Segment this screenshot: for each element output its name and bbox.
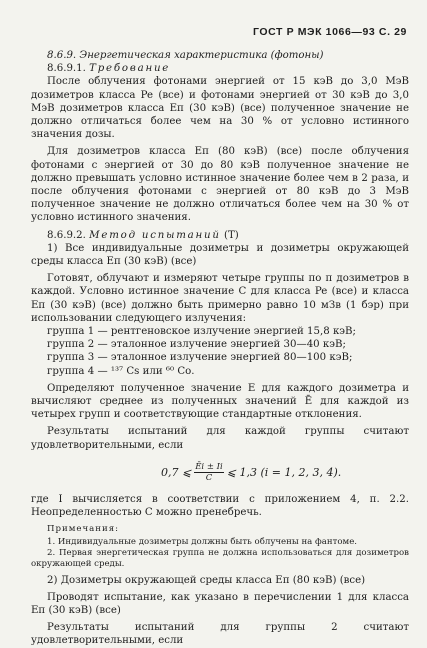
paragraph-ambient-results: Результаты испытаний для группы 2 считают удовлетворительными, если (31, 622, 409, 647)
group-list (31, 325, 409, 378)
group-item-3: группа 3 — эталонное излучение энергией 80—100 кэВ; (47, 352, 353, 364)
formula-denominator: C (205, 472, 213, 483)
paragraph-ambient-title: 2) Дозиметры окружающей среды класса Еп (80 кэВ) (все) (47, 574, 366, 586)
paragraph-method-4: Результаты испытаний для каждой группы считают удовлетворительными, если (31, 426, 409, 451)
formula-right: ⩽ 1,3 (i = 1, 2, 3, 4). (226, 465, 342, 479)
group-item-1: группа 1 — рентгеновское излучение энергией 15,8 кэВ; (47, 326, 356, 338)
page-header: ГОСТ Р МЭК 1066—93 С. 29 (252, 26, 407, 38)
paragraph-formula-explanation: где I вычисляется в соответствии с приложением 4, п. 2.2. Неопределенностью С можно пренебречь. (31, 493, 409, 519)
formula-left: 0,7 ⩽ (161, 465, 192, 479)
paragraph-ambient-method: Проводят испытание, как указано в перечислении 1 для класса Еп (30 кэВ) (все) (31, 591, 409, 616)
section-8-6-9-2-number: 8.6.9.2. (47, 229, 86, 241)
group-item-4: группа 4 — ¹³⁷ Cs или ⁶⁰ Со. (47, 365, 195, 377)
paragraph-method-3: Определяют полученное значение Е для каждого дозиметра и вычисляют среднее из полученных значений Ē для каждой из четырех групп и соответствующие стандартные отклонения. (31, 382, 409, 421)
paragraph-method-1: 1) Все индивидуальные дозиметры и дозиметры окружающей среды класса Еп (30 кэВ) (все) (31, 242, 409, 268)
section-8-6-9-1-number: 8.6.9.1. (47, 63, 86, 75)
section-8-6-9-2-heading (31, 229, 409, 242)
paragraph-requirement-2: Для дозиметров класса Еп (80 кэВ) (все) после облучения фотонами с энергией от 30 до 80 кэВ полученное значение не должно превышать условно истинное значение более чем в 2 раза, и после облучения фотонами с энергией от 80 кэВ до 3 МэВ полученное значение не должно отличаться более чем на 30 % от условно истинного значения. (31, 146, 409, 224)
paragraph-requirement-1: После облучения фотонами энергией от 15 кэВ до 3,0 МэВ дозиметров класса Pe (все) и фотонами энергией от 30 кэВ до 3,0 МэВ дозиметров класса Еп (30 кэВ) (все) полученное значение не должно отличаться более чем на 30 % от условно истинного значения дозы. (31, 76, 409, 141)
note-1: 1. Индивидуальные дозиметры должны быть облучены на фантоме. (47, 536, 358, 547)
section-8-6-9-2-tag: (Т) (224, 229, 239, 241)
section-8-6-9-title: 8.6.9. Энергетическая характеристика (фотоны) (47, 50, 324, 61)
acceptance-formula (31, 462, 409, 483)
section-8-6-9-2-word: Метод испытаний (89, 229, 221, 241)
section-8-6-9-1-word: Требование (89, 63, 171, 75)
note-2: 2. Первая энергетическая группа не должна использоваться для дозиметров окружающей среды. (31, 547, 409, 569)
notes-title: Примечания: (47, 524, 120, 535)
group-item-2: группа 2 — эталонное излучение энергией 30—40 кэВ; (47, 339, 346, 351)
section-8-6-9-1-heading (31, 62, 409, 75)
formula-numerator: Ēi ± Ii (195, 461, 223, 472)
paragraph-method-2: Готовят, облучают и измеряют четыре группы по п дозиметров в каждой. Условно истинное значение С для класса Pe (все) и класса Еп (30 кэВ) (все) должно быть примерно равно 10 мЗв (1 бэр) при использовании следующего излучения: (31, 273, 409, 324)
formula-fraction (194, 462, 224, 483)
